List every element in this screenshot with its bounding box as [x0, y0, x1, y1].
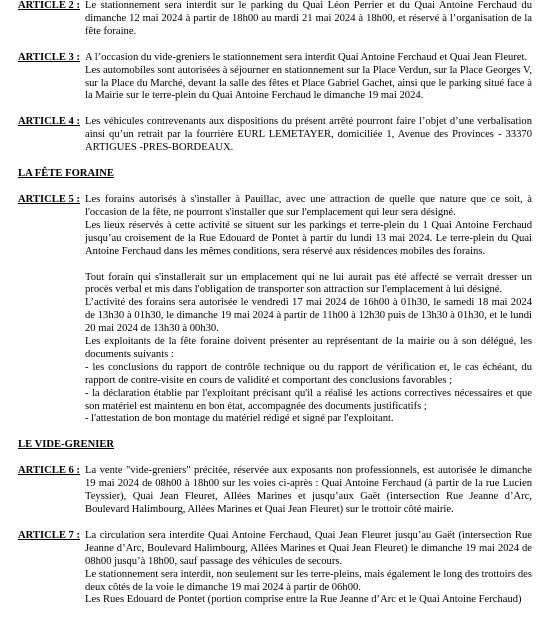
article-paragraph: Les véhicules contrevenants aux dispositions du présent arrêté pourront faire l’objet d’une verbalisation ainsi qu’un retrait par la fourrière EURL LEMETAYER, domiciliée 1, Avenue des Provinces - 33370 ARTIGUES -PRES-BORDEAUX. — [85, 116, 532, 154]
article-paragraph: La vente "vide-greniers" précitée, réservée aux exposants non professionnels, est autorisée le dimanche 19 mai 2024 de 08h00 à 18h00 sur les voies ci-après : Quai Antoine Ferchaud (à partir de la rue Lucien Teyssier), Quai Jean Fleuret, Allées Marines et jusqu’aux Gaët (intersection Rue Jeanne d’Arc, Boulevard Halimbourg, Allées Marines et Quai Jean Fleuret) sur le trottoir côté mairie. — [85, 465, 532, 515]
article-paragraph: Les forains autorisés à s'installer à Pauillac, avec une attraction de quelle que nature que ce soit, à l'occasion de la fête, ne pourront s'installer que sur l'emplacement qui leur sera désigné. — [85, 193, 532, 218]
article-body — [85, 194, 532, 426]
article-5 — [18, 194, 532, 426]
article-label: ARTICLE 4 : — [18, 116, 81, 128]
article-body — [85, 530, 532, 607]
list-item: - la déclaration établie par l'exploitant précisant qu'il a réalisé les actions correctives nécessaires et que son matériel est maintenu en bon état, accompagnée des documents justificatifs ; — [85, 387, 532, 412]
section-title-vide-grenier: LE VIDE-GRENIER — [18, 439, 115, 451]
article-paragraph: A l’occasion du vide-greniers le stationnement sera interdit Quai Antoine Ferchaud et Quai Jean Fleuret. — [85, 51, 528, 63]
article-label: ARTICLE 6 : — [18, 465, 81, 477]
article-3 — [18, 52, 532, 104]
list-item: - les conclusions du rapport de contrôle technique ou du rapport de vérification et, le cas échéant, du rapport de contre-visite en cours de validité et comportant des conclusions favorables ; — [85, 361, 532, 386]
article-4 — [18, 116, 532, 155]
article-paragraph: Les exploitants de la fête foraine doivent présenter au représentant de la mairie ou à son délégué, les documents suivants : — [85, 336, 532, 360]
section-title-fete-foraine: LA FÊTE FORAINE — [18, 168, 114, 180]
article-6 — [18, 465, 532, 517]
article-body — [85, 0, 532, 39]
article-paragraph: Le stationnement sera interdit sur le parking du Quai Léon Perrier et du Quai Antoine Ferchaud du dimanche 12 mai 2024 à partir de 18h00 au mardi 21 mai 2024 à 18h00, et réservé à l’organisation de la fête foraine. — [85, 0, 532, 37]
article-body — [85, 52, 532, 104]
article-body — [85, 465, 532, 517]
document-page — [18, 0, 532, 620]
article-paragraph: Tout forain qui s'installerait sur un emplacement qui ne lui aurait pas été affecté se verrait dresser un procès verbal et mis dans l'obligation de transporter son attraction sur l'emplacement à lui désigné. — [85, 271, 532, 296]
article-paragraph: Le stationnement sera interdit, non seulement sur les terre-pleins, mais également le long des trottoirs des deux côtés de la voie le dimanche 19 mai 2024 à partir de 06h00. — [85, 568, 532, 593]
article-label: ARTICLE 3 : — [18, 51, 81, 63]
article-7 — [18, 530, 532, 607]
article-paragraph: Les automobiles sont autorisées à séjourner en stationnement sur la Place Verdun, sur la Place Georges V, sur la Place du Marché, devant la salle des fêtes et Place Gabriel Gachet, ainsi que le parking situé face à la Mairie sur le terre-plein du Quai Antoine Ferchaud le dimanche 19 mai 2024. — [85, 64, 532, 102]
article-paragraph: Les lieux réservés à cette activité se situent sur les parkings et terre-plein du 1 Quai Antoine Ferchaud jusqu’au croisement de la Rue Edouard de Pontet à partir du lundi 13 mai 2024. Le terre-plein du Quai Antoine Ferchaud dans les mêmes conditions, sera réservé aux résidences mobiles des forains. — [85, 219, 532, 257]
article-label: ARTICLE 7 : — [18, 529, 81, 541]
article-paragraph: L’activité des forains sera autorisée le vendredi 17 mai 2024 de 16h00 à 01h30, le samedi 18 mai 2024 de 13h30 à 01h30, le dimanche 19 mai 2024 à partir de 11h00 à 12h30 puis de 13h30 à 01h30, et le lundi 20 mai 2024 de 13h30 à 00h30. — [85, 297, 532, 335]
article-label: ARTICLE 5 : — [18, 193, 81, 205]
article-label: ARTICLE 2 : — [18, 0, 81, 11]
article-body — [85, 116, 532, 155]
article-paragraph: La circulation sera interdite Quai Antoine Ferchaud, Quai Jean Fleuret jusqu’au Gaët (intersection Rue Jeanne d’Arc, Boulevard Halimbourg, Allées Marines et Quai Jean Fleuret) le dimanche 19 mai 2024 de 08h00 jusqu’à 18h00, sauf passage des véhicules de secours. — [85, 529, 532, 567]
article-paragraph: Les Rues Edouard de Pontet (portion comprise entre la Rue Jeanne d’Arc et le Quai Antoine Ferchaud) — [85, 594, 522, 606]
article-2 — [18, 0, 532, 39]
list-item: - l'attestation de bon montage du matériel rédigé et signé par l'exploitant. — [85, 413, 394, 425]
